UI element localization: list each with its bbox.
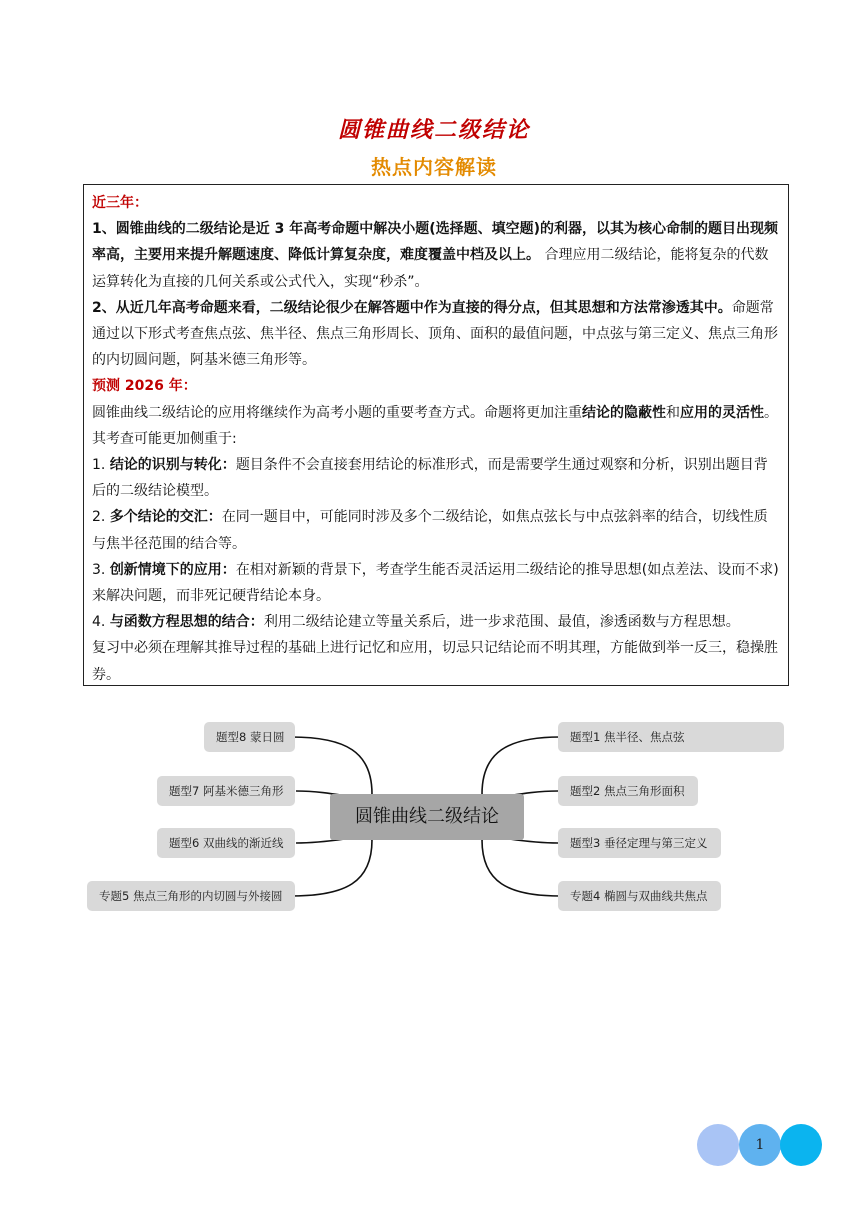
paragraph-2-bold: 2、从近几年高考命题来看，二级结论很少在解答题中作为直接的得分点，但其思想和方法常渗透其中。 [92, 299, 732, 316]
list-item-2-number: 2. [92, 509, 110, 526]
paragraph-3-bold-b: 应用的灵活性 [680, 404, 764, 421]
paragraph-3 [92, 400, 780, 452]
section-label-recent: 近三年： [92, 195, 148, 211]
document-subtitle: 热点内容解读 [371, 155, 497, 179]
topic-node-7: 题型7 阿基米德三角形 [157, 776, 295, 806]
topic-node-3: 题型3 垂径定理与第三定义 [558, 828, 721, 858]
paragraph-2 [92, 295, 780, 374]
topic-node-4: 专题4 椭圆与双曲线共焦点 [558, 881, 721, 911]
mind-map-center: 圆锥曲线二级结论 [330, 794, 524, 840]
list-item-3-text: 在相对新颖的背景下，考查学生能否灵活运用二级结论的推导思想(如点差法、设而不求)来解决问题，而非死记硬背结论本身。 [92, 561, 779, 605]
topic-node-1: 题型1 焦半径、焦点弦 [558, 722, 784, 752]
list-item-4-number: 4. [92, 614, 110, 631]
page-number: 1 [755, 1137, 765, 1153]
list-item-2-text: 在同一题目中，可能同时涉及多个二级结论，如焦点弦长与中点弦斜率的结合，切线性质与焦半径范围的结合等。 [92, 509, 768, 552]
list-item-2-heading: 多个结论的交汇： [109, 509, 222, 526]
closing-paragraph: 复习中必须在理解其推导过程的基础上进行记忆和应用，切忌只记结论而不明其理，方能做到举一反三，稳操胜券。 [92, 640, 778, 683]
paragraph-1 [92, 216, 780, 295]
list-item-1-heading: 结论的识别与转化： [109, 457, 236, 474]
topic-node-8: 题型8 蒙日圆 [204, 722, 295, 752]
paragraph-3-bold-a: 结论的隐蔽性 [582, 404, 666, 421]
list-item-3-number: 3. [92, 561, 110, 578]
paragraph-2-rest: 命题常通过以下形式考查焦点弦、焦半径、焦点三角形周长、顶角、面积的最值问题，中点弦与第三定义、焦点三角形的内切圆问题，阿基米德三角形等。 [92, 299, 778, 369]
list-item-3 [92, 557, 780, 609]
list-item-4-text: 利用二级结论建立等量关系后，进一步求范围、最值，渗透函数与方程思想。 [263, 614, 740, 631]
list-item-1-number: 1. [92, 457, 110, 474]
list-item-4 [92, 609, 780, 635]
list-item-3-heading: 创新情境下的应用： [109, 561, 236, 578]
content-box [83, 184, 789, 686]
page-circle-left [697, 1124, 739, 1166]
list-item-1-text: 题目条件不会直接套用结论的标准形式，而是需要学生通过观察和分析，识别出题目背后的二级结论模型。 [92, 457, 768, 500]
paragraph-3-text-b: 和 [666, 404, 680, 421]
topic-node-6: 题型6 双曲线的渐近线 [157, 828, 295, 858]
connector-left-4 [291, 840, 372, 896]
section-label-forecast: 预测 2026 年： [92, 378, 197, 395]
page-circle-right [780, 1124, 822, 1166]
connector-left-1 [291, 737, 372, 794]
topic-node-2: 题型2 焦点三角形面积 [558, 776, 698, 806]
paragraph-3-text-c: 。其考查可能更加侧重于: [92, 404, 778, 447]
topic-node-5: 专题5 焦点三角形的内切圆与外接圆 [87, 881, 295, 911]
list-item-4-heading: 与函数方程思想的结合： [109, 614, 264, 631]
paragraph-1-bold: 1、圆锥曲线的二级结论是近 3 年高考命题中解决小题(选择题、填空题)的利器，以其为核心命制的题目出现频率高，主要用来提升解题速度、降低计算复杂度，难度覆盖中档及以上。 [92, 221, 779, 264]
mind-map [0, 700, 868, 940]
document-title: 圆锥曲线二级结论 [337, 117, 530, 143]
list-item-2 [92, 504, 780, 556]
list-item-1 [92, 452, 780, 504]
paragraph-3-text-a: 圆锥曲线二级结论的应用将继续作为高考小题的重要考查方式。命题将更加注重 [92, 404, 582, 421]
connector-right-1 [482, 737, 560, 794]
paragraph-1-rest: 合理应用二级结论，能将复杂的代数运算转化为直接的几何关系或公式代入，实现“秒杀”。 [92, 247, 769, 290]
connector-right-4 [482, 840, 560, 896]
